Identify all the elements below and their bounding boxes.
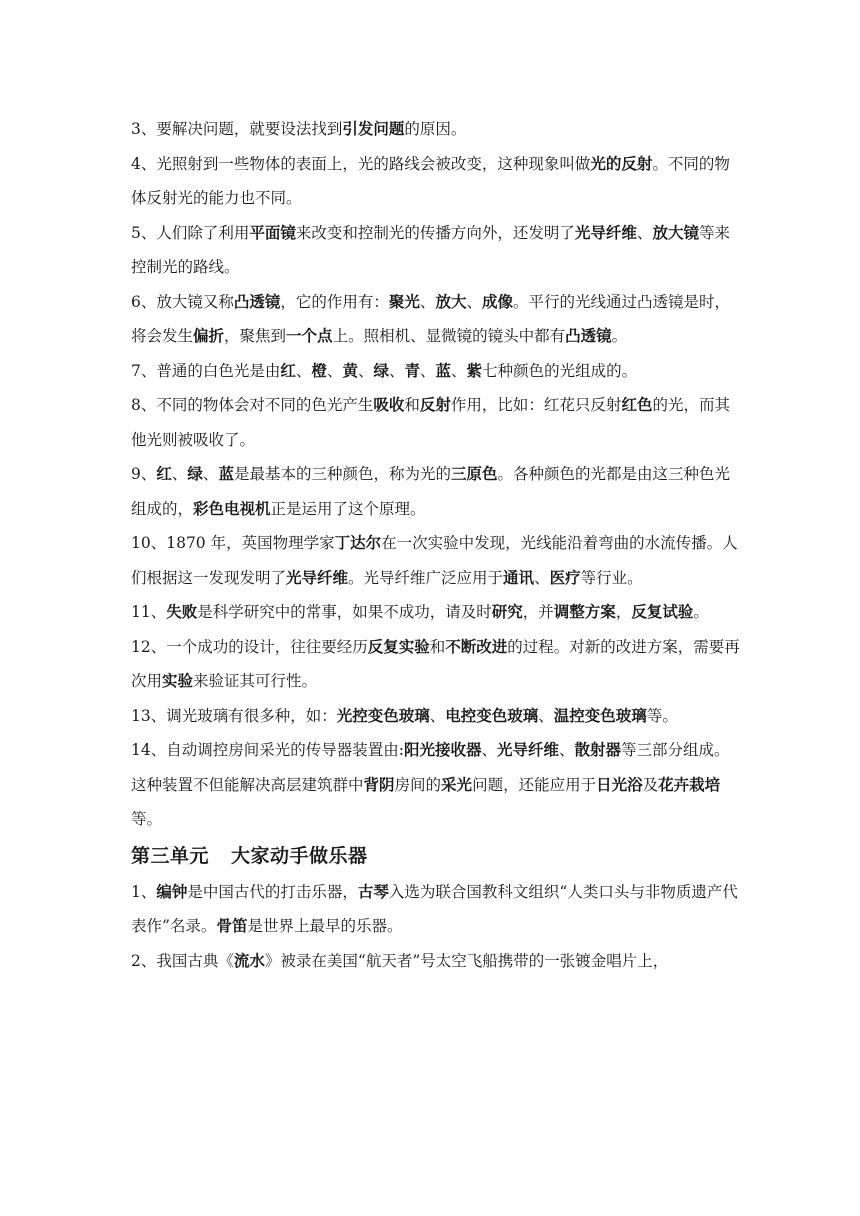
text-run: 、 bbox=[534, 568, 550, 587]
text-run: 正是运用了这个原理。 bbox=[270, 499, 426, 518]
text-run: 2、我国古典《 bbox=[131, 951, 234, 970]
keyword: 红 bbox=[156, 465, 172, 483]
keyword: 反复试验 bbox=[631, 603, 694, 621]
text-run: 、 bbox=[481, 741, 497, 759]
list-item bbox=[131, 875, 742, 944]
keyword: 光的反射 bbox=[590, 154, 653, 173]
text-run: 和 bbox=[404, 396, 420, 414]
list-item bbox=[131, 595, 742, 630]
keyword: 反射 bbox=[419, 396, 451, 414]
text-run: 在一次实验中发现，光线能沿着弯曲的水流传播。人们根据这一发现发明了 bbox=[131, 534, 738, 587]
text-run: 等三部分组成。这种装置不但能解决高层建筑群中 bbox=[131, 741, 730, 794]
section-heading bbox=[131, 839, 742, 873]
text-run: 6、放大镜又称 bbox=[131, 292, 234, 311]
text-run: 1、 bbox=[131, 882, 157, 901]
keyword: 丁达尔 bbox=[334, 534, 382, 552]
text-run: 。光导纤维广泛应用于 bbox=[348, 568, 504, 587]
keyword: 成像 bbox=[481, 292, 513, 311]
text-run: 上。照相机、显微镜的镜头中都有 bbox=[332, 327, 566, 345]
keyword: 凸透镜 bbox=[565, 327, 612, 345]
keyword: 青 bbox=[404, 361, 421, 380]
text-run: 是中国古代的打击乐器， bbox=[187, 882, 358, 901]
keyword: 光控变色玻璃 bbox=[336, 706, 430, 725]
keyword: 实验 bbox=[162, 672, 194, 690]
list-item bbox=[131, 457, 742, 526]
text-run: ， bbox=[615, 603, 632, 621]
keyword: 医疗 bbox=[549, 568, 581, 587]
text-run: 、 bbox=[420, 361, 436, 380]
section-title: 大家动手做乐器 bbox=[231, 844, 368, 867]
text-run: 、 bbox=[326, 361, 343, 380]
keyword: 采光 bbox=[441, 775, 473, 794]
keyword: 聚光 bbox=[388, 292, 420, 311]
list-item bbox=[131, 388, 742, 457]
keyword: 光导纤维 bbox=[574, 223, 637, 242]
keyword: 阳光接收器 bbox=[403, 741, 482, 759]
keyword: 骨笛 bbox=[216, 917, 248, 935]
text-run: 等。 bbox=[131, 810, 163, 828]
keyword: 引发问题 bbox=[342, 120, 405, 138]
text-run: 的光，而其他光则被吸收了。 bbox=[131, 396, 730, 449]
keyword: 反复实验 bbox=[367, 637, 430, 656]
keyword: 古琴 bbox=[357, 882, 389, 901]
keyword: 蓝 bbox=[218, 465, 234, 483]
keyword: 一个点 bbox=[286, 327, 333, 345]
keyword: 三原色 bbox=[450, 465, 498, 483]
text-run: 来验证其可行性。 bbox=[193, 672, 318, 690]
list-item bbox=[131, 354, 742, 389]
keyword: 日光浴 bbox=[596, 775, 643, 794]
keyword: 红 bbox=[280, 361, 296, 380]
text-run: 、 bbox=[357, 361, 374, 380]
text-run: 入选为联合国教科文组织“人类口头与非物质遗产代表作”名录。 bbox=[131, 882, 738, 935]
keyword: 平面镜 bbox=[249, 223, 296, 242]
text-run: 是最基本的三种颜色，称为光的 bbox=[233, 465, 451, 483]
keyword: 通讯 bbox=[503, 568, 535, 587]
text-run: 8、不同的物体会对不同的色光产生 bbox=[131, 396, 374, 414]
text-run: 12、一个成功的设计，往往要经历 bbox=[131, 637, 368, 656]
text-run: 等。 bbox=[646, 706, 678, 725]
list-item bbox=[131, 526, 742, 595]
keyword: 花卉栽培 bbox=[658, 775, 721, 794]
text-run: 、 bbox=[295, 361, 312, 380]
keyword: 调整方案 bbox=[553, 603, 616, 621]
list-item bbox=[131, 285, 742, 354]
text-run: 、 bbox=[388, 361, 405, 380]
keyword: 彩色电视机 bbox=[193, 499, 271, 518]
text-run: 等行业。 bbox=[580, 568, 643, 587]
text-run: 、 bbox=[559, 741, 575, 759]
text-run: 。平行的光线通过凸透镜是时，将会发生 bbox=[131, 292, 730, 345]
list-item bbox=[131, 630, 742, 699]
keyword: 光导纤维 bbox=[286, 568, 349, 587]
list-item bbox=[131, 944, 742, 979]
list-item bbox=[131, 112, 742, 147]
text-run: 问题，还能应用于 bbox=[472, 775, 597, 794]
keyword: 流水 bbox=[233, 951, 265, 970]
list-item bbox=[131, 216, 742, 285]
section-unit: 第三单元 bbox=[131, 844, 210, 867]
text-run: ，聚焦到 bbox=[224, 327, 287, 345]
list-item bbox=[131, 699, 742, 734]
keyword: 绿 bbox=[373, 361, 389, 380]
text-run: 七种颜色的光组成的。 bbox=[482, 361, 638, 380]
text-run: 是世界上最早的乐器。 bbox=[247, 917, 403, 935]
list-item bbox=[131, 147, 742, 216]
keyword: 橙 bbox=[311, 361, 327, 380]
text-run: 。各种颜色的光都是由这三种色光组成的， bbox=[131, 465, 730, 518]
text-run: 、 bbox=[202, 465, 219, 483]
text-run: 来改变和控制光的传播方向外，还发明了 bbox=[295, 223, 575, 242]
keyword: 放大镜 bbox=[652, 223, 699, 242]
text-run: 。 bbox=[693, 603, 709, 621]
keyword: 光导纤维 bbox=[496, 741, 559, 759]
text-run: 及 bbox=[642, 775, 659, 794]
keyword: 研究 bbox=[491, 603, 523, 621]
text-run: 、 bbox=[171, 465, 188, 483]
text-run: 、 bbox=[451, 361, 467, 380]
keyword: 编钟 bbox=[156, 882, 188, 901]
text-run: 、 bbox=[538, 706, 554, 725]
keyword: 吸收 bbox=[373, 396, 405, 414]
text-run: 4、光照射到一些物体的表面上，光的路线会被改变，这种现象叫做 bbox=[131, 154, 591, 173]
text-run: 的原因。 bbox=[404, 120, 467, 138]
text-run: ，它的作用有： bbox=[280, 292, 389, 311]
text-run: 、 bbox=[419, 292, 436, 311]
text-run: 5、人们除了利用 bbox=[131, 223, 250, 242]
text-run: 的过程。对新的改进方案，需要再次用 bbox=[131, 637, 740, 690]
text-run: 房间的 bbox=[394, 775, 442, 794]
text-run: 和 bbox=[429, 637, 446, 656]
text-run: 、 bbox=[636, 223, 653, 242]
list-item bbox=[131, 733, 742, 837]
text-run: 等来控制光的路线。 bbox=[131, 223, 730, 276]
knowledge-list-unit3 bbox=[131, 875, 742, 979]
text-run: 14、自动调控房间采光的传导器装置由: bbox=[131, 741, 404, 759]
text-run: 11、 bbox=[131, 603, 167, 621]
text-run: 是科学研究中的常事，如果不成功，请及时 bbox=[197, 603, 492, 621]
text-run: ，并 bbox=[522, 603, 554, 621]
keyword: 电控变色玻璃 bbox=[445, 706, 539, 725]
keyword: 背阴 bbox=[363, 775, 395, 794]
keyword: 紫 bbox=[466, 361, 483, 380]
keyword: 凸透镜 bbox=[233, 292, 281, 311]
text-run: 》被录在美国“航天者”号太空飞船携带的一张镀金唱片上， bbox=[264, 951, 669, 970]
text-run: 9、 bbox=[131, 465, 157, 483]
text-run: 。 bbox=[611, 327, 628, 345]
keyword: 放大 bbox=[435, 292, 467, 311]
keyword: 温控变色玻璃 bbox=[553, 706, 647, 725]
keyword: 偏折 bbox=[193, 327, 225, 345]
text-run: 作用，比如：红花只反射 bbox=[450, 396, 622, 414]
keyword: 黄 bbox=[342, 361, 358, 380]
text-run: 。不同的物体反射光的能力也不同。 bbox=[131, 154, 730, 207]
keyword: 失败 bbox=[166, 603, 198, 621]
text-run: 3、要解决问题，就要设法找到 bbox=[131, 120, 343, 138]
text-run: 、 bbox=[429, 706, 446, 725]
knowledge-list-unit2 bbox=[131, 112, 742, 837]
text-run: 7、普通的白色光是由 bbox=[131, 361, 281, 380]
keyword: 红色 bbox=[621, 396, 653, 414]
keyword: 蓝 bbox=[435, 361, 452, 380]
text-run: 13、调光玻璃有很多种，如： bbox=[131, 706, 337, 725]
text-run: 、 bbox=[466, 292, 482, 311]
keyword: 绿 bbox=[187, 465, 203, 483]
text-run: 10、1870 年，英国物理学家 bbox=[131, 534, 335, 552]
keyword: 散射器 bbox=[574, 741, 622, 759]
keyword: 不断改进 bbox=[445, 637, 508, 656]
